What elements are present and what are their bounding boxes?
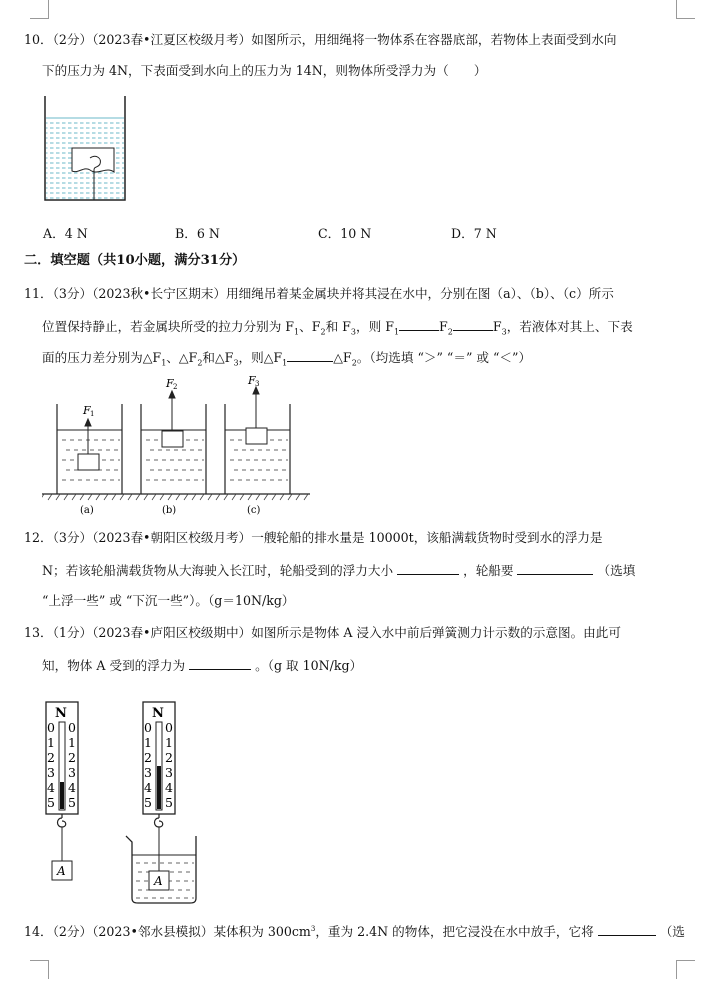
label-f2: F	[166, 377, 174, 390]
label-f3: F	[248, 374, 256, 387]
q11-three-beakers-figure	[42, 374, 312, 516]
q11-blank-1[interactable]	[399, 318, 439, 331]
label-f3-sub: 3	[255, 380, 260, 388]
svg-text:3: 3	[68, 765, 76, 780]
q12-blank-buoyancy[interactable]	[397, 562, 459, 575]
svg-text:3: 3	[47, 765, 55, 780]
svg-text:4: 4	[165, 780, 173, 795]
svg-text:2: 2	[68, 750, 76, 765]
caption-a: (a)	[80, 505, 94, 516]
spring-scale-after-in-beaker	[124, 700, 206, 905]
svg-text:1: 1	[165, 735, 173, 750]
q12-blank-float-sink[interactable]	[517, 562, 593, 575]
q10-option-c[interactable]: C．10 N	[318, 226, 372, 241]
svg-text:4: 4	[47, 780, 55, 795]
svg-text:5: 5	[165, 795, 173, 810]
q13-line-2: 知，物体 A 受到的浮力为 。（g 取 10N/kg）	[42, 658, 363, 673]
svg-text:1: 1	[47, 735, 55, 750]
q10-line-2: 下的压力为 4N，下表面受到水向上的压力为 14N，则物体所受浮力为（ ）	[42, 63, 487, 78]
q10-line-1: 10．（2分）（2023春•江夏区校级月考）如图所示，用细绳将一物体系在容器底部，若物体上表面受到水向	[24, 32, 617, 47]
svg-text:0: 0	[68, 720, 76, 735]
svg-text:0: 0	[165, 720, 173, 735]
caption-c: (c)	[247, 505, 261, 516]
spring-scale-before	[44, 700, 84, 885]
svg-text:1: 1	[144, 735, 152, 750]
object-a-label-submerged: A	[154, 874, 163, 888]
q12-line-2: N；若该轮船满载货物从大海驶入长江时，轮船受到的浮力大小 ，轮船要 （选填	[42, 563, 636, 578]
label-f1-sub: 1	[90, 410, 95, 418]
svg-text:4: 4	[144, 780, 152, 795]
q11-line-3: 面的压力差分别为$\triangle F_1$、$\triangle F_2$和$\triangle F_3$，则$\triangle F_1$ $\triangle F_2$。（均选填 “＞” “＝” 或 “＜”）	[42, 350, 532, 368]
q14-blank[interactable]	[598, 923, 656, 936]
q10-option-b[interactable]: B．6 N	[175, 226, 220, 241]
svg-text:3: 3	[165, 765, 173, 780]
svg-text:0: 0	[144, 720, 152, 735]
q11-blank-3[interactable]	[287, 349, 333, 362]
svg-text:4: 4	[68, 780, 76, 795]
q12-line-3: “上浮一些” 或 “下沉一些”）。（g＝10N/kg）	[42, 593, 295, 608]
caption-b: (b)	[162, 505, 177, 516]
q11-line-2: 位置保持静止，若金属块所受的拉力分别为 $F_1$、$F_2$和 $F_3$，则 $F_1$ $F_2$ $F_3$，若液体对其上、下表	[42, 319, 633, 337]
svg-text:5: 5	[144, 795, 152, 810]
svg-text:3: 3	[144, 765, 152, 780]
corner-mark-top-left	[30, 0, 49, 19]
section-heading: 二．填空题（共10小题，满分31分）	[24, 253, 246, 268]
svg-text:2: 2	[47, 750, 55, 765]
corner-mark-bottom-left	[30, 960, 49, 979]
q11-blank-2[interactable]	[453, 318, 493, 331]
object-a-label: A	[57, 864, 66, 878]
q14-line-1: 14．（2分）（2023•邻水县模拟）某体积为 $300cm^3$，重为 2.4N 的物体，把它浸没在水中放手，它将 （选	[24, 924, 685, 940]
q10-option-d[interactable]: D．7 N	[451, 226, 497, 241]
label-f2-sub: 2	[173, 383, 178, 391]
svg-text:2: 2	[165, 750, 173, 765]
svg-text:1: 1	[68, 735, 76, 750]
scale2-unit: N	[152, 706, 164, 721]
svg-text:5: 5	[47, 795, 55, 810]
corner-mark-bottom-right	[676, 960, 695, 979]
svg-text:0: 0	[47, 720, 55, 735]
q13-line-1: 13．（1分）（2023春•庐阳区校级期中）如图所示是物体 A 浸入水中前后弹簧测力计示数的示意图。由此可	[24, 625, 621, 640]
svg-text:2: 2	[144, 750, 152, 765]
q11-line-1: 11．（3分）（2023秋•长宁区期末）用细绳吊着某金属块并将其浸在水中，分别在图（a）、（b）、（c）所示	[24, 286, 614, 301]
q12-line-1: 12．（3分）（2023春•朝阳区校级月考）一艘轮船的排水量是 10000t，该船满载货物时受到水的浮力是	[24, 530, 603, 545]
q10-option-a[interactable]: A．4 N	[43, 226, 88, 241]
label-f1: F	[83, 404, 91, 417]
scale1-unit: N	[55, 706, 67, 721]
q13-blank-buoyancy[interactable]	[189, 657, 251, 670]
q10-container-figure	[44, 96, 126, 202]
svg-text:5: 5	[68, 795, 76, 810]
corner-mark-top-right	[676, 0, 695, 19]
